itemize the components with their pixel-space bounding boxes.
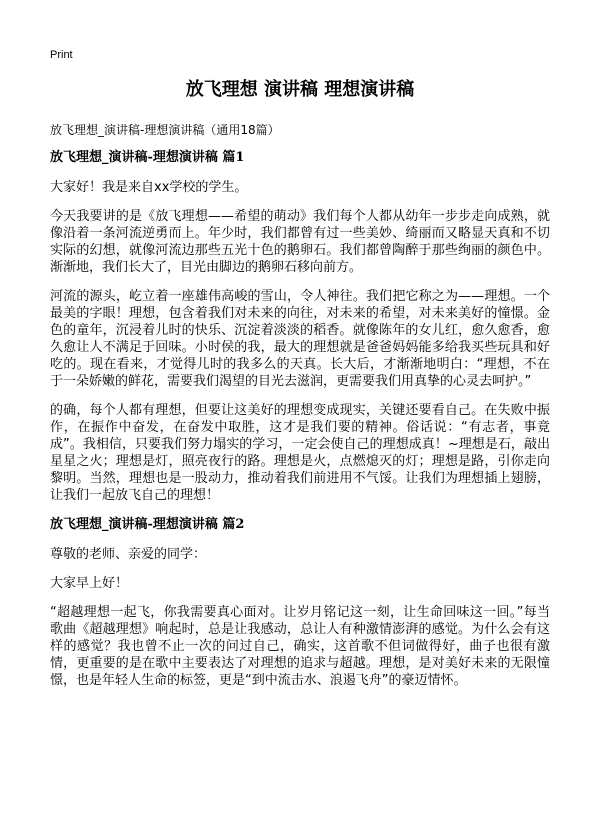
paragraph-greeting: 大家早上好！ — [50, 576, 129, 591]
document-subtitle: 放飞理想_演讲稿-理想演讲稿（通用18篇） — [50, 123, 280, 137]
paragraph: 的确，每个人都有理想，但要让这美好的理想变成现实，关键还要看自己。在失败中振作，在振作中奋发，在奋发中取胜，这才是我们要的精神。俗话说：“有志者，事竟成”。我相信，只要我们努力塌实的学习，一定会使自己的理想成真！~理想是石，敲出星星之火；理想是灯，照亮夜行的路。理想是火，点燃熄灭的灯；理想是路，引你走向黎明。当然，理想也是一股动力，推动着我们前进用不气馁。让我们为理想插上翅膀，让我们一起放飞自己的理想！ — [50, 403, 550, 503]
print-link[interactable]: Print — [50, 49, 73, 61]
paragraph: 今天我要讲的是《放飞理想——希望的萌动》我们每个人都从幼年一步步走向成熟，就像沿着一条河流逆勇而上。年少时，我们都曾有过一些美妙、绮丽而又略显天真和不切实际的幻想，就像河流边那些五光十色的鹅卵石。我们都曾陶醉于那些绚丽的颜色中。渐渐地，我们长大了，目光由脚边的鹅卵石移向前方。 — [50, 209, 550, 275]
paragraph-greeting: 大家好！我是来自xx学校的学生。 — [50, 180, 248, 195]
section-heading-1: 放飞理想_演讲稿-理想演讲稿 篇1 — [50, 150, 245, 165]
page-title: 放飞理想 演讲稿 理想演讲稿 — [185, 79, 415, 100]
section-heading-2: 放飞理想_演讲稿-理想演讲稿 篇2 — [50, 517, 245, 532]
paragraph: 河流的源头，屹立着一座雄伟高峻的雪山，令人神往。我们把它称之为——理想。一个最美的字眼！理想，包含着我们对未来的向往，对未来的希望，对未来美好的憧憬。金色的童年，沉浸着儿时的快乐、沉淀着淡淡的稻香。就像陈年的女儿红，愈久愈香，愈久愈让人不满足于回味。小时侯的我，最大的理想就是爸爸妈妈能多给我买些玩具和好吃的。现在看来，才觉得儿时的我多么的天真。长大后，才渐渐地明白：“理想，不在于一朵娇嫩的鲜花，需要我们渴望的目光去滋润，更需要我们用真挚的心灵去呵护。” — [50, 289, 550, 389]
paragraph: “超越理想一起飞，你我需要真心面对。让岁月铭记这一刻，让生命回味这一回。”每当歌曲《超越理想》响起时，总是让我感动，总让人有种激情澎湃的感觉。为什么会有这样的感觉？我也曾不止一次的问过自己，确实，这首歌不但词做得好，曲子也很有激情，更重要的是在歌中主要表达了对理想的追求与超越。理想，是对美好未来的无限憧憬，也是年轻人生命的标签，更是“到中流击水、浪遏飞舟”的豪迈情怀。 — [50, 605, 550, 688]
paragraph-salutation: 尊敬的老师、亲爱的同学： — [50, 547, 207, 562]
document-body — [50, 149, 550, 701]
